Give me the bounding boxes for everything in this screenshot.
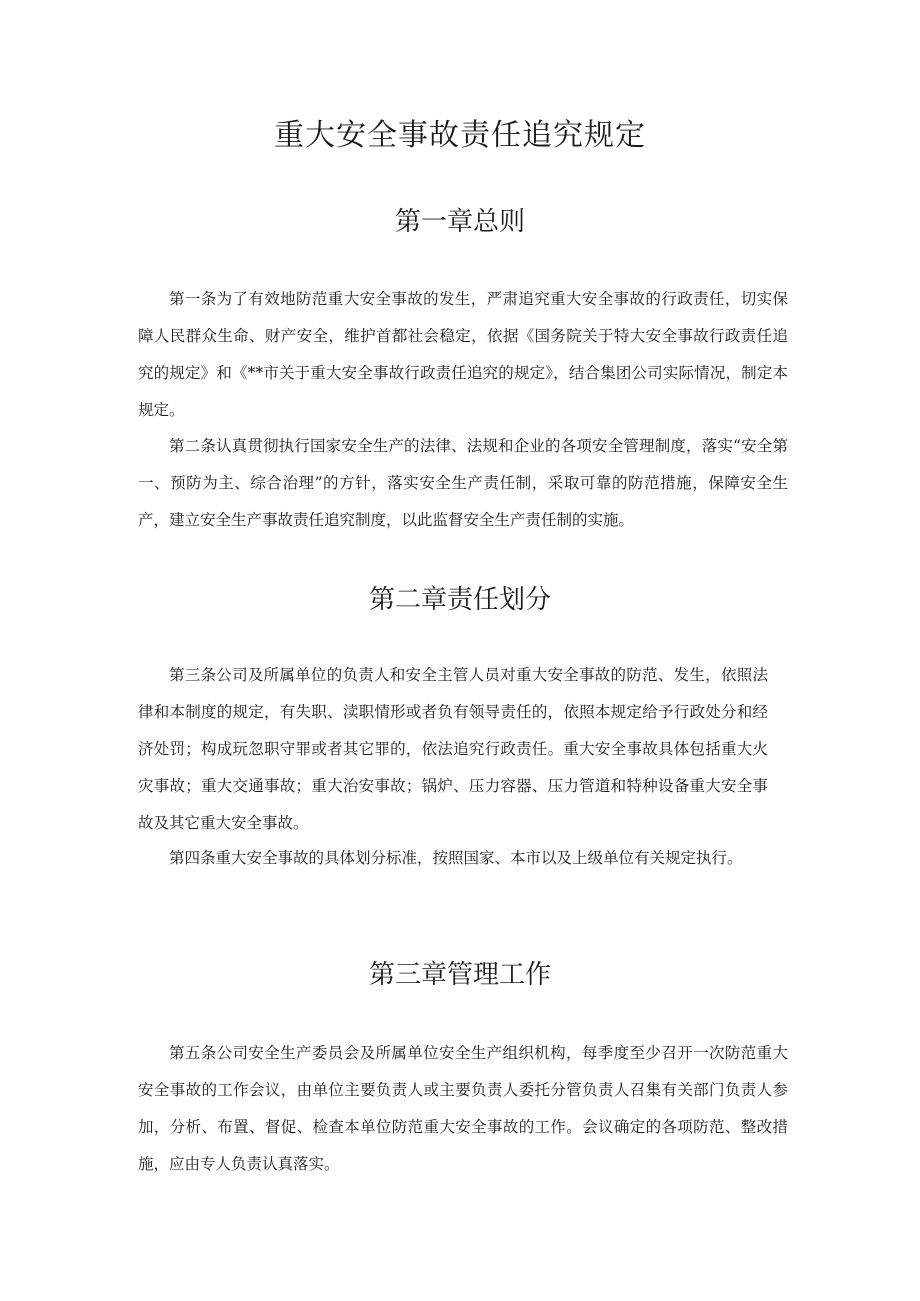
document-title: 重大安全事故责任追究规定 <box>274 118 646 153</box>
article-4: 第四条重大安全事故的具体划分标准，按照国家、本市以及上级单位有关规定执行。 <box>169 849 743 867</box>
article-3: 第三条公司及所属单位的负责人和安全主管人员对重大安全事故的防范、发生，依照法律和本制度的规定，有失职、渎职情形或者负有领导责任的，依照本规定给予行政处分和经济处罚；构成玩忽职守罪或者其它罪的，依法追究行政责任。重大安全事故具体包括重大火灾事故；重大交通事故；重大治安事故；锅炉、压力容器、压力管道和特种设备重大安全事故及其它重大安全事故。 <box>138 666 768 832</box>
chapter-title-3: 第三章管理工作 <box>368 960 551 990</box>
article-5: 第五条公司安全生产委员会及所属单位安全生产组织机构，每季度至少召开一次防范重大安全事故的工作会议，由单位主要负责人或主要负责人委托分管负责人召集有关部门负责人参加，分析、布置、督促、检查本单位防范重大安全事故的工作。会议确定的各项防范、整改措施，应由专人负责认真落实。 <box>138 1044 788 1173</box>
article-1: 第一条为了有效地防范重大安全事故的发生，严肃追究重大安全事故的行政责任，切实保障人民群众生命、财产安全，维护首都社会稳定，依据《国务院关于特大安全事故行政责任追究的规定》和《**市关于重大安全事故行政责任追究的规定》，结合集团公司实际情况，制定本规定。 <box>138 290 788 419</box>
chapter-title-1: 第一章总则 <box>394 207 525 237</box>
article-2: 第二条认真贯彻执行国家安全生产的法律、法规和企业的各项安全管理制度，落实“安全第一、预防为主、综合治理”的方针，落实安全生产责任制，采取可靠的防范措施，保障安全生产，建立安全生产事故责任追究制度，以此监督安全生产责任制的实施。 <box>138 437 788 529</box>
chapter-title-2: 第二章责任划分 <box>368 585 551 615</box>
